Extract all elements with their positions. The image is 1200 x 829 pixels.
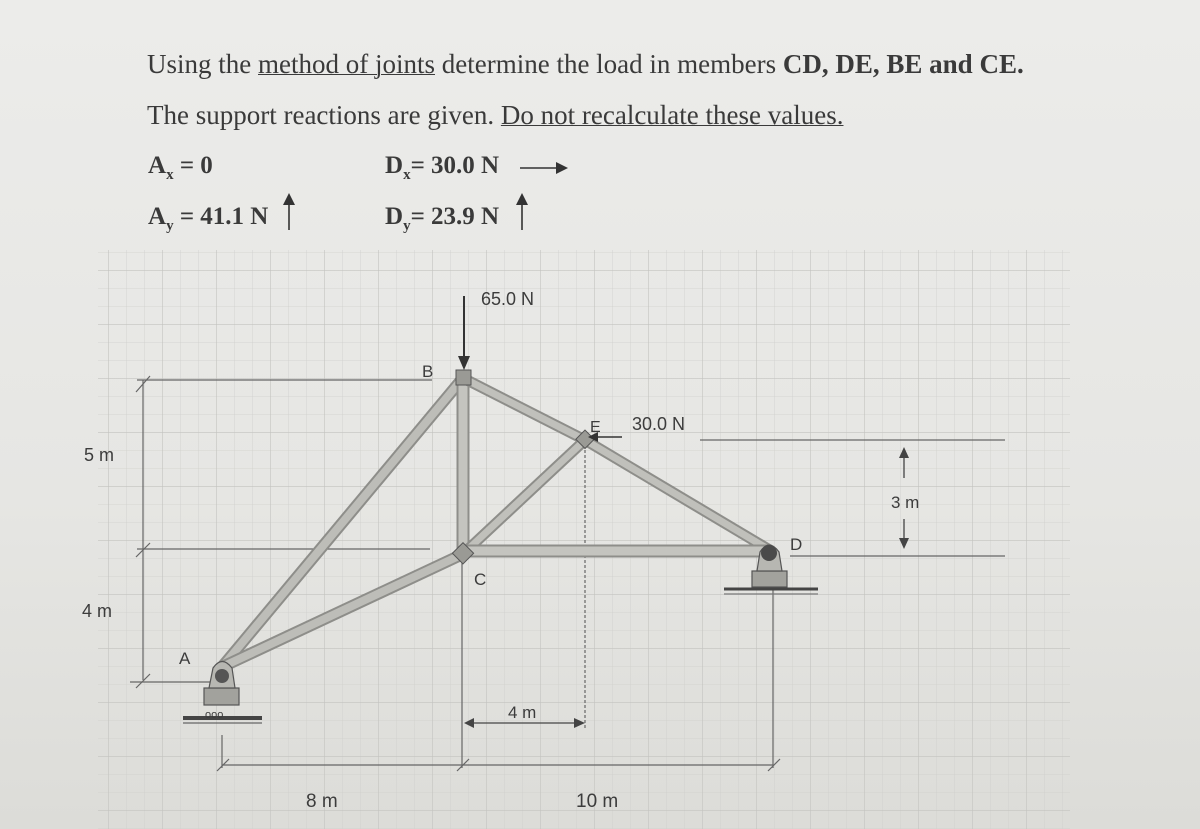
dx-arrow-icon	[520, 162, 568, 174]
reaction-dy-value: = 23.9 N	[410, 203, 500, 230]
joint-d-label: D	[790, 535, 803, 554]
do-not-recalculate-note: Do not recalculate these values.	[500, 100, 844, 130]
support-reactions-note: The support reactions are given.	[147, 100, 501, 130]
load-e-label: 30.0 N	[632, 414, 686, 434]
dim-10m-label: 10 m	[576, 791, 619, 812]
dy-arrow-icon	[516, 193, 528, 230]
method-of-joints-text: method of joints	[258, 49, 435, 79]
roller-marks: ooo	[205, 709, 224, 721]
dim-4m-label: 4 m	[82, 601, 113, 621]
reaction-dx-subscript: x	[403, 167, 411, 183]
joint-b-pin	[456, 370, 471, 385]
reaction-ay-symbol: A	[148, 203, 167, 230]
instruction-middle: determine the load in members	[435, 49, 783, 79]
reaction-ax-value: = 0	[173, 152, 213, 179]
grid-paper	[98, 250, 1070, 829]
members-list: CD, DE, BE and CE.	[782, 49, 1024, 79]
joint-e-label: E	[590, 419, 601, 436]
ay-arrow-icon	[283, 193, 295, 230]
joint-a-label: A	[179, 649, 191, 668]
dim-8m-label: 8 m	[306, 791, 338, 812]
reaction-ax-subscript: x	[166, 167, 174, 183]
reaction-dx-value: = 30.0 N	[410, 152, 500, 179]
reaction-dy-subscript: y	[403, 218, 411, 234]
reaction-dx-symbol: D	[385, 152, 404, 179]
dim-5m-label: 5 m	[84, 445, 115, 465]
dim-4m-horizontal-label: 4 m	[508, 703, 537, 722]
reaction-ay-subscript: y	[166, 218, 174, 234]
joint-c-label: C	[474, 570, 487, 589]
instruction-prefix: Using the	[147, 49, 258, 79]
reaction-ay-value: = 41.1 N	[173, 203, 269, 230]
joint-b-label: B	[422, 362, 434, 381]
dim-3m-label: 3 m	[891, 493, 920, 512]
reaction-dy-symbol: D	[385, 203, 404, 230]
load-b-label: 65.0 N	[481, 289, 535, 309]
reaction-ax-symbol: A	[148, 152, 167, 179]
